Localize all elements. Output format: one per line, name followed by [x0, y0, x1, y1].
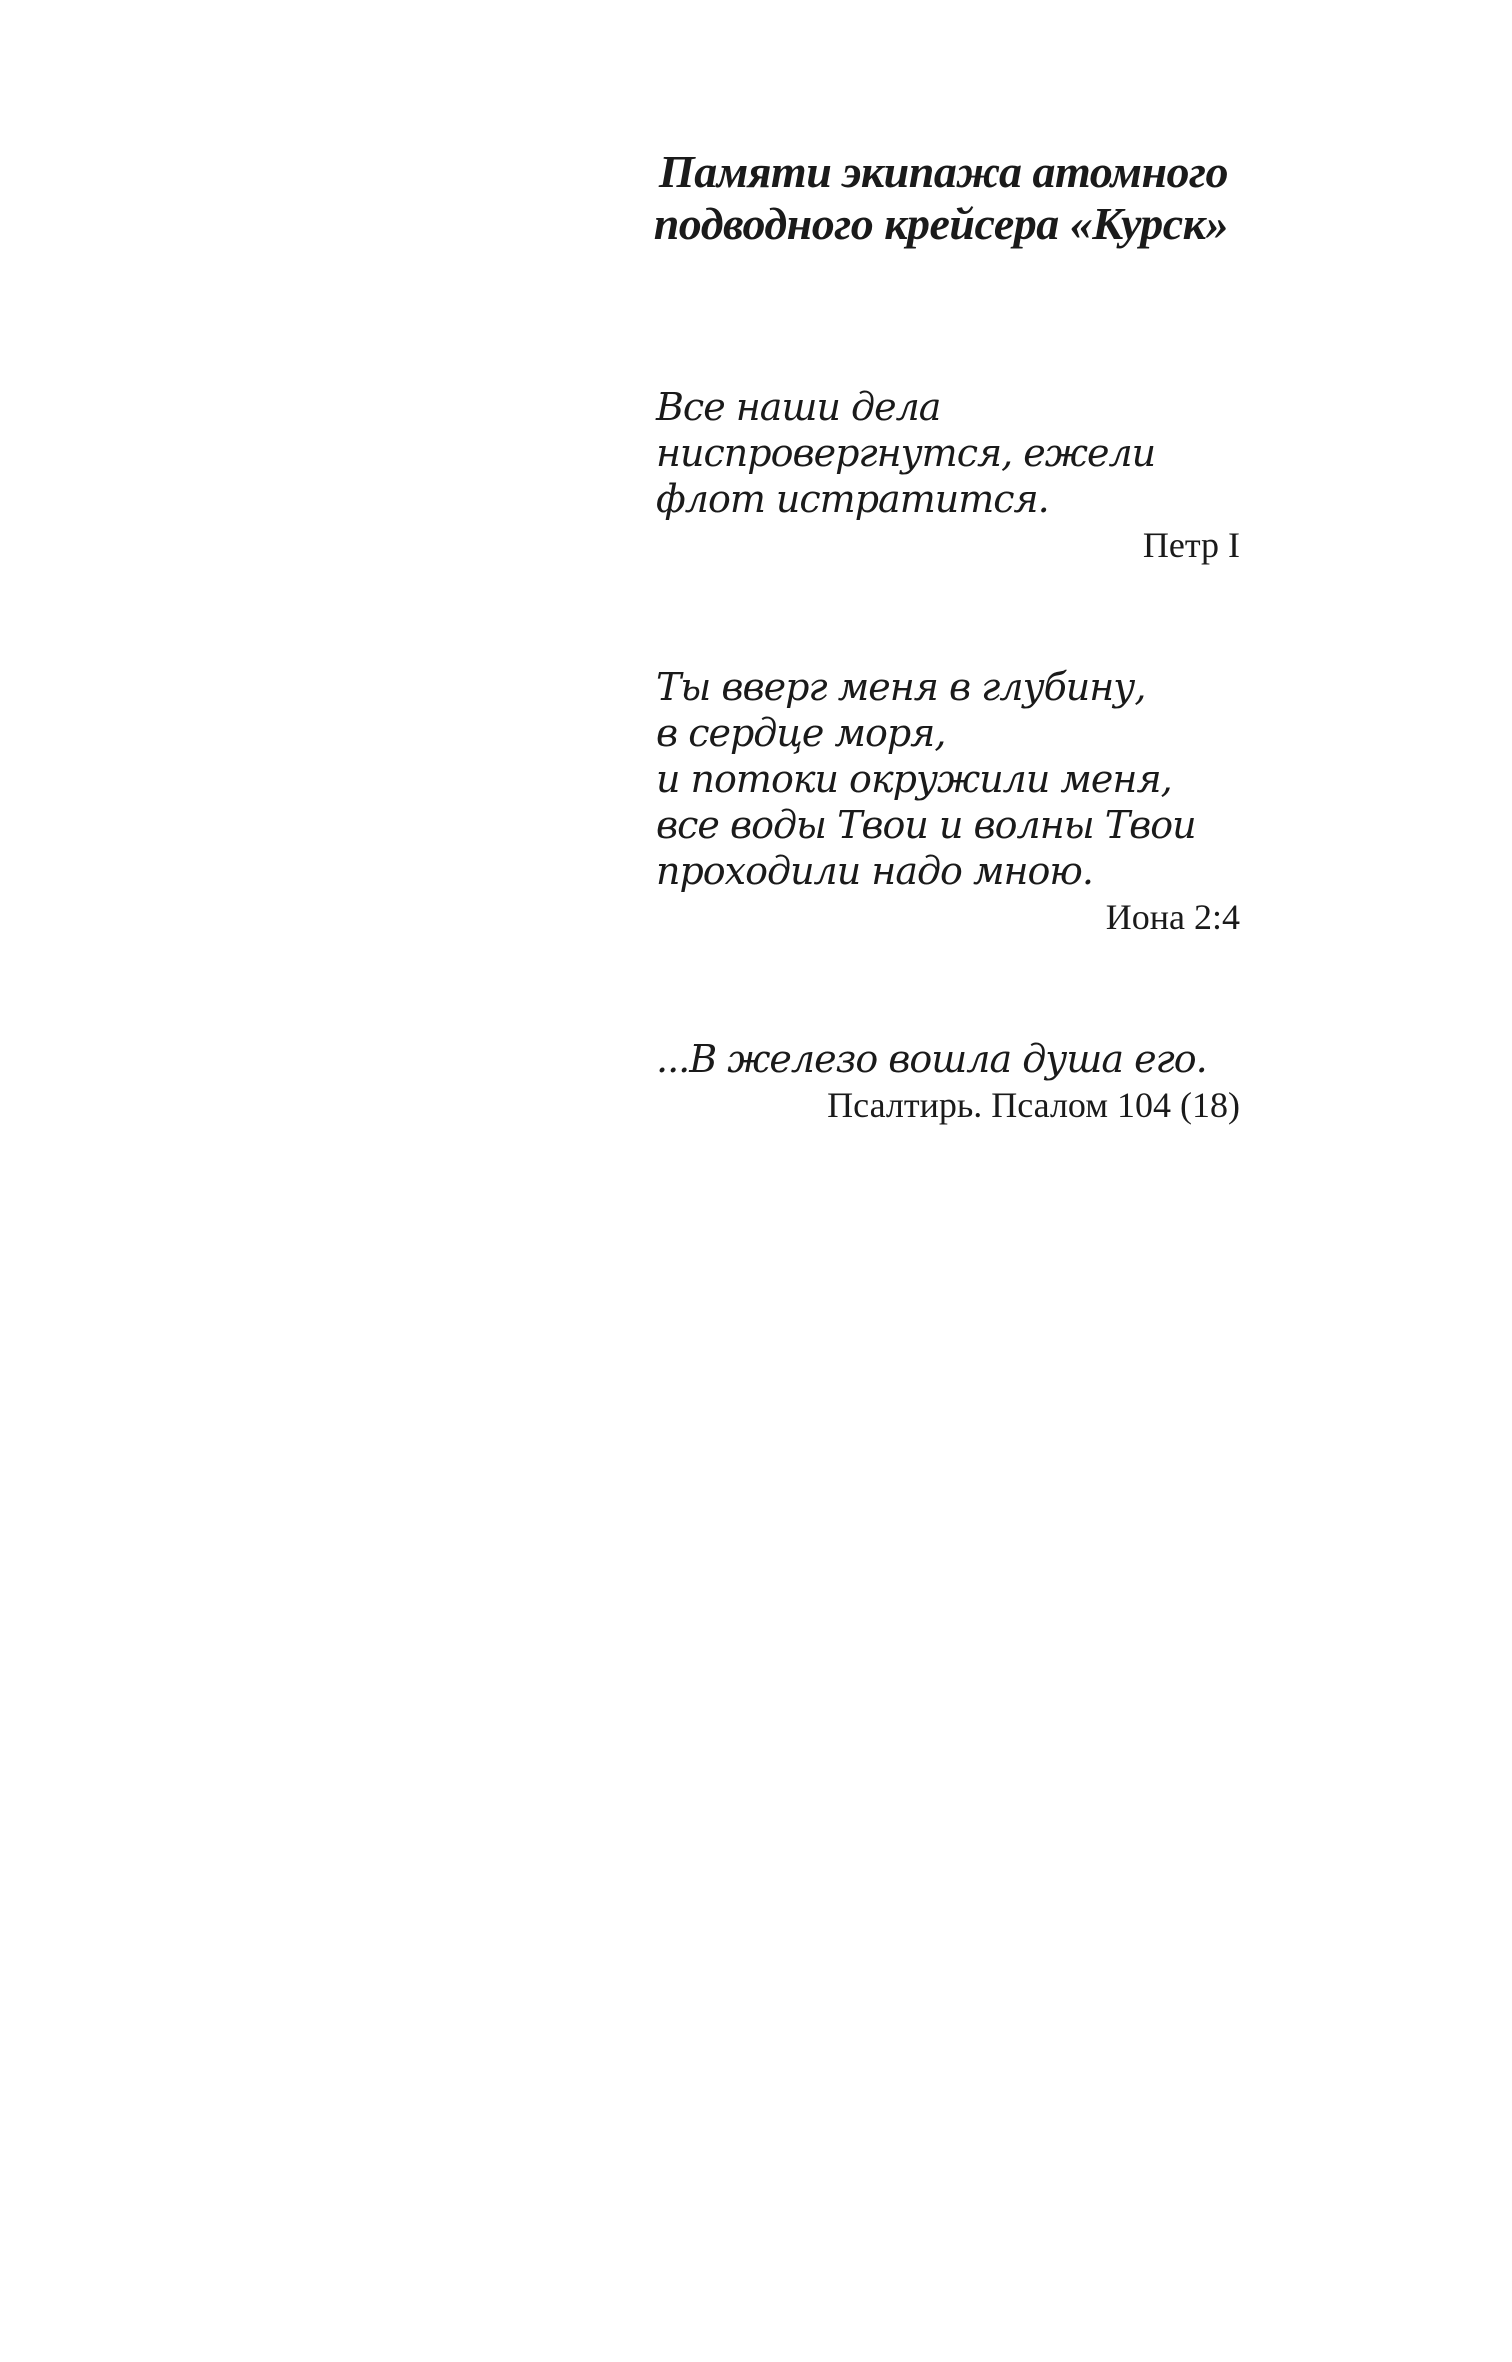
- epigraph-source: Петр I: [1142, 525, 1240, 565]
- quote-line: проходили надо мною.: [656, 849, 1093, 893]
- quote-line: ...В железо вошла душа его.: [656, 1037, 1207, 1081]
- epigraph-quote: [656, 664, 1240, 894]
- dedication-heading: [528, 146, 1228, 250]
- epigraph-quote: [656, 1036, 1240, 1082]
- epigraph-jonah: [656, 664, 1240, 938]
- quote-line: все воды Твои и волны Твои: [656, 803, 1196, 847]
- quote-line: ниспровергнутся, ежели: [656, 431, 1156, 475]
- epigraph-peter: [656, 384, 1240, 566]
- quote-line: Ты вверг меня в глубину,: [656, 665, 1146, 709]
- dedication-line: подводного крейсера «Курск»: [653, 198, 1228, 249]
- quote-line: Все наши дела: [656, 385, 941, 429]
- quote-line: флот истратится.: [656, 477, 1049, 521]
- quote-line: и потоки окружили меня,: [656, 757, 1172, 801]
- epigraph-quote: [656, 384, 1240, 522]
- epigraph-source: Иона 2:4: [1105, 897, 1240, 937]
- epigraph-psalm: [656, 1036, 1240, 1126]
- quote-line: в сердце моря,: [656, 711, 946, 755]
- dedication-line: Памяти экипажа атомного: [658, 146, 1228, 197]
- epigraph-source: Псалтирь. Псалом 104 (18): [827, 1085, 1240, 1125]
